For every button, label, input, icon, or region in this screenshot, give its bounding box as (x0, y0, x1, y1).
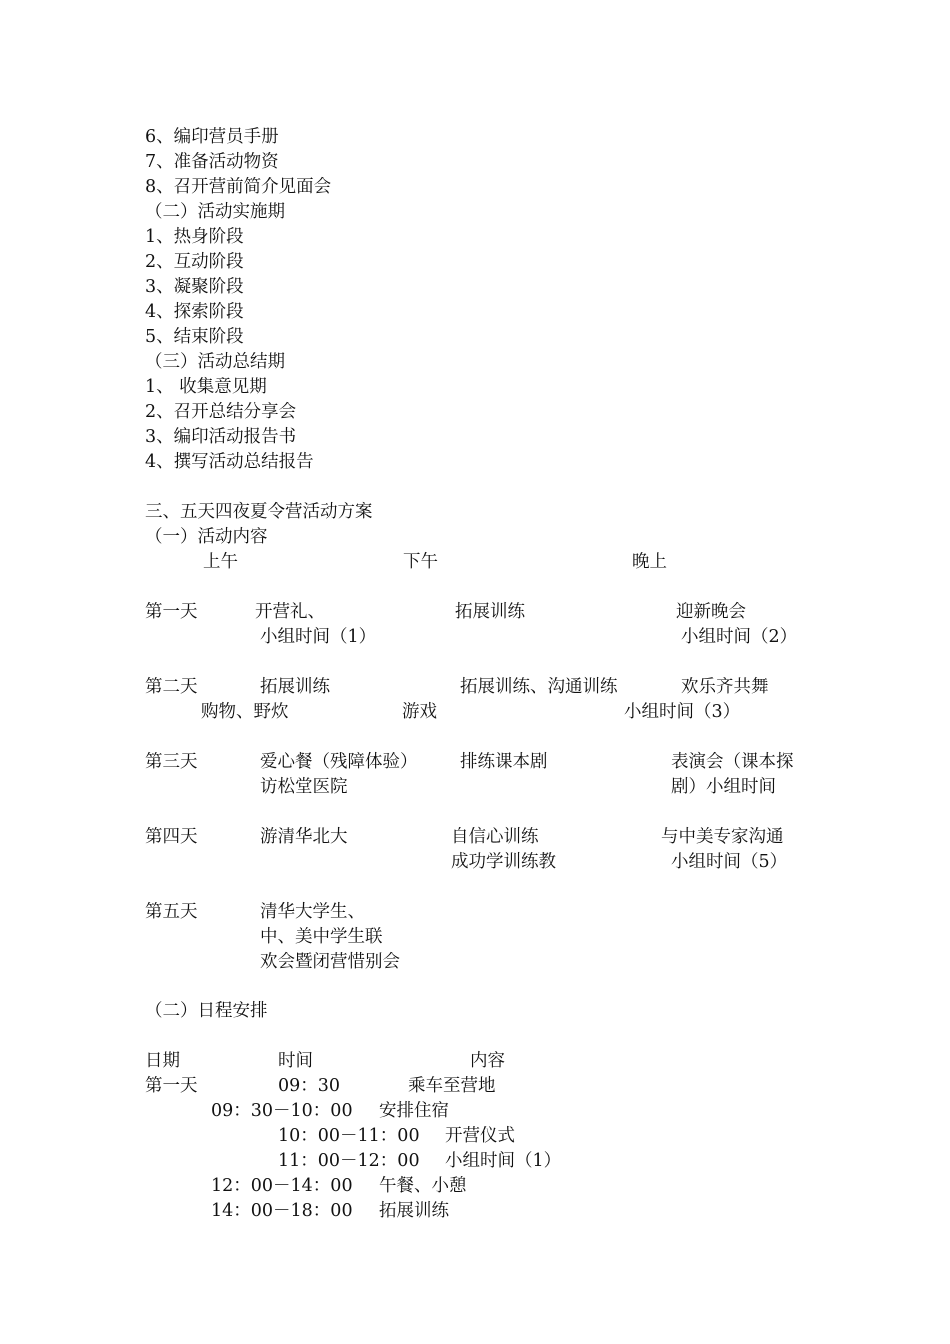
day-label: 第五天 (145, 902, 198, 922)
activity-cell: 自信心训练 (451, 827, 539, 847)
schedule-time: 09：30－10：00 (211, 1101, 353, 1121)
schedule-header-time: 时间 (278, 1051, 313, 1071)
content-heading: （一）活动内容 (145, 527, 268, 547)
activity-cell: 清华大学生、 (260, 902, 365, 922)
activity-cell: 开营礼、 (255, 602, 325, 622)
activity-cell: 与中美专家沟通 (661, 827, 784, 847)
summary-item: 4、撰写活动总结报告 (145, 452, 314, 472)
summary-heading: （三）活动总结期 (145, 352, 285, 372)
summary-item: 3、编印活动报告书 (145, 427, 297, 447)
activity-cell: 欢乐齐共舞 (681, 677, 769, 697)
schedule-content: 拓展训练 (379, 1201, 449, 1221)
activity-cell: 排练课本剧 (460, 752, 548, 772)
schedule-time: 10：00－11：00 (278, 1126, 420, 1146)
activity-cell: 拓展训练 (455, 602, 525, 622)
schedule-header-content: 内容 (470, 1051, 505, 1071)
column-header-evening: 晚上 (632, 552, 667, 572)
activity-cell: 小组时间（5） (671, 852, 788, 872)
schedule-content: 安排住宿 (379, 1101, 449, 1121)
activity-cell: 拓展训练、沟通训练 (460, 677, 618, 697)
activity-cell: 欢会暨闭营惜别会 (260, 952, 400, 972)
activity-cell: 表演会（课本探 (671, 752, 794, 772)
activity-cell: 爱心餐（残障体验） (260, 752, 418, 772)
plan-heading: 三、五天四夜夏令营活动方案 (145, 502, 373, 522)
stage-item: 5、结束阶段 (145, 327, 244, 347)
activity-cell: 游清华北大 (260, 827, 348, 847)
day-label: 第三天 (145, 752, 198, 772)
implementation-heading: （二）活动实施期 (145, 202, 285, 222)
activity-cell: 游戏 (402, 702, 437, 722)
activity-cell: 购物、野炊 (201, 702, 289, 722)
schedule-time: 11：00－12：00 (278, 1151, 420, 1171)
activity-cell: 成功学训练教 (451, 852, 556, 872)
column-header-morning: 上午 (203, 552, 238, 572)
stage-item: 1、热身阶段 (145, 227, 244, 247)
day-label: 第四天 (145, 827, 198, 847)
activity-cell: 拓展训练 (260, 677, 330, 697)
schedule-content: 午餐、小憩 (379, 1176, 467, 1196)
activity-cell: 小组时间（3） (624, 702, 741, 722)
activity-cell: 小组时间（2） (681, 627, 798, 647)
day-label: 第一天 (145, 602, 198, 622)
schedule-content: 乘车至营地 (408, 1076, 496, 1096)
prep-item-8: 8、召开营前简介见面会 (145, 177, 332, 197)
schedule-heading: （二）日程安排 (145, 1001, 268, 1021)
stage-item: 4、探索阶段 (145, 302, 244, 322)
activity-cell: 迎新晚会 (676, 602, 746, 622)
activity-cell: 访松堂医院 (260, 777, 348, 797)
schedule-header-date: 日期 (145, 1051, 180, 1071)
prep-item-6: 6、编印营员手册 (145, 127, 279, 147)
stage-item: 2、互动阶段 (145, 252, 244, 272)
schedule-time: 12：00－14：00 (211, 1176, 353, 1196)
schedule-content: 小组时间（1） (445, 1151, 562, 1171)
activity-cell: 小组时间（1） (260, 627, 377, 647)
schedule-time: 09：30 (278, 1076, 341, 1096)
summary-item: 1、 收集意见期 (145, 377, 267, 397)
summary-item: 2、召开总结分享会 (145, 402, 297, 422)
schedule-day-label: 第一天 (145, 1076, 198, 1096)
column-header-afternoon: 下午 (403, 552, 438, 572)
stage-item: 3、凝聚阶段 (145, 277, 244, 297)
day-label: 第二天 (145, 677, 198, 697)
schedule-time: 14：00－18：00 (211, 1201, 353, 1221)
prep-item-7: 7、准备活动物资 (145, 152, 279, 172)
schedule-content: 开营仪式 (445, 1126, 515, 1146)
activity-cell: 剧）小组时间 (671, 777, 776, 797)
activity-cell: 中、美中学生联 (260, 927, 383, 947)
